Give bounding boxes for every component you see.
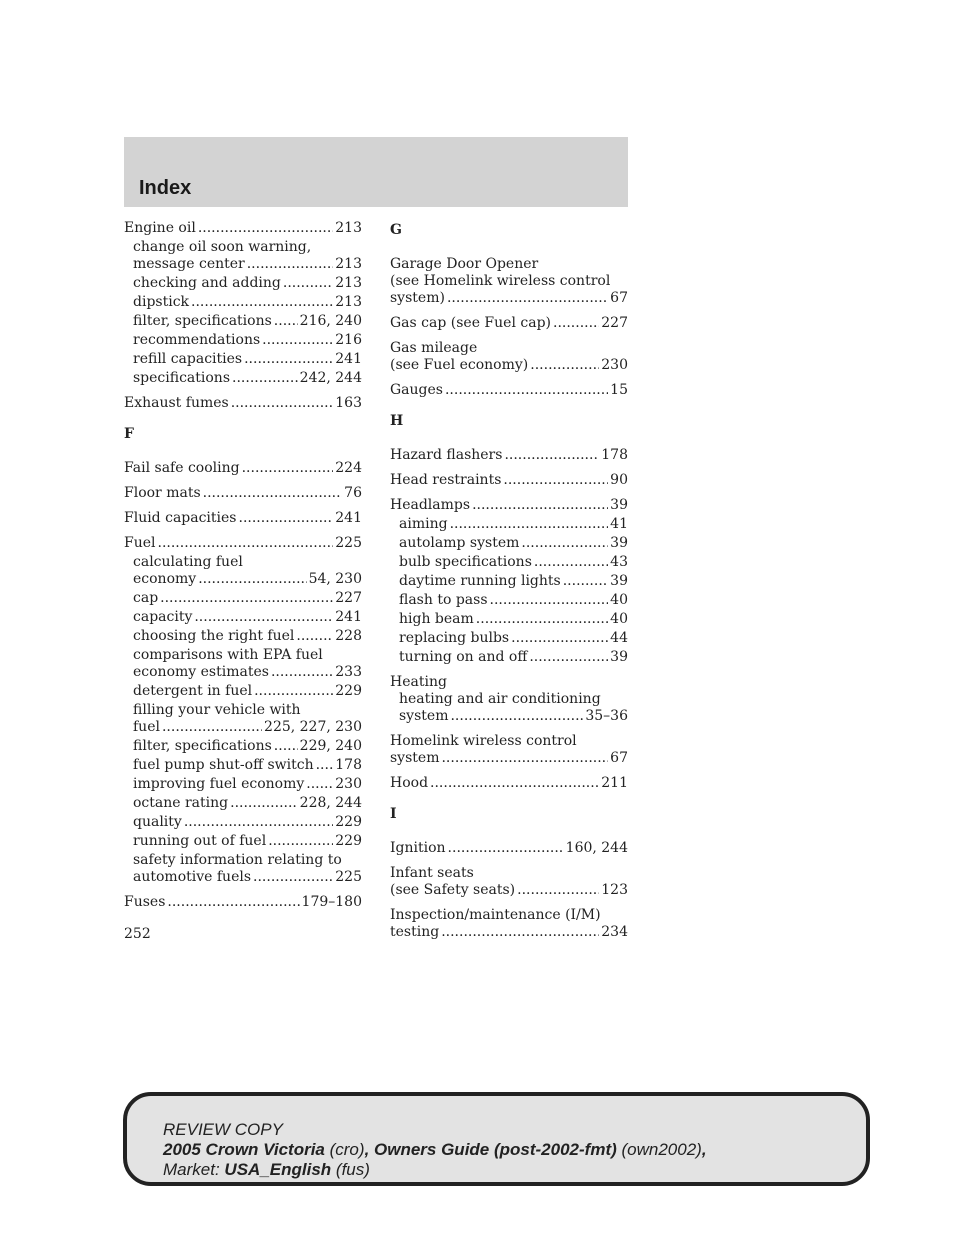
dot-leader — [504, 447, 599, 464]
dot-leader — [268, 833, 333, 850]
dot-leader — [262, 332, 333, 349]
dot-leader — [254, 683, 333, 700]
index-entry-text: Headlamps — [390, 497, 471, 513]
dot-leader — [529, 649, 608, 666]
index-entry — [124, 485, 362, 502]
index-entry-text: turning on and off — [399, 649, 528, 665]
index-entry-text: replacing bulbs — [399, 630, 510, 646]
index-page-ref: 216, 240 — [299, 313, 362, 329]
index-page-ref: 225, 227, 230 — [264, 719, 362, 735]
index-letter-heading: G — [390, 222, 402, 238]
index-page-ref: 160, 244 — [565, 840, 628, 856]
index-entry — [390, 840, 628, 857]
index-entry-text: safety information relating to — [133, 852, 342, 868]
dot-leader — [534, 554, 608, 571]
index-page-ref: 40 — [610, 611, 628, 627]
index-page-ref: 241 — [335, 510, 362, 526]
index-entry-text: Hood — [390, 775, 429, 791]
index-page-ref: 242, 244 — [299, 370, 362, 386]
index-page-ref: 227 — [601, 315, 628, 331]
index-subentry — [124, 571, 362, 588]
index-subentry — [124, 757, 362, 774]
index-column-left — [124, 220, 362, 919]
index-subentry — [124, 664, 362, 681]
index-entry-text: fuel — [133, 719, 160, 735]
dot-leader — [191, 294, 333, 311]
index-entry-line — [390, 865, 628, 882]
index-entry-text: calculating fuel — [133, 554, 243, 570]
index-entry — [390, 357, 628, 374]
index-subentry — [124, 833, 362, 850]
index-page-ref: 227 — [335, 590, 362, 606]
index-entry-text: Fuel — [124, 535, 156, 551]
index-page-ref: 179–180 — [301, 894, 362, 910]
index-subentry — [124, 332, 362, 349]
index-entry-text: dipstick — [133, 294, 190, 310]
index-entry-text: cap — [133, 590, 159, 606]
index-page-ref: 228, 244 — [299, 795, 362, 811]
index-page-ref: 54, 230 — [308, 571, 362, 587]
index-page-ref: 43 — [610, 554, 628, 570]
index-subentry — [390, 649, 628, 666]
dot-leader — [448, 840, 564, 857]
header-band — [124, 137, 628, 207]
index-subentry — [390, 535, 628, 552]
index-entry-line — [390, 733, 628, 750]
index-page-ref: 67 — [610, 750, 628, 766]
dot-leader — [160, 590, 333, 607]
index-page-ref: 90 — [610, 472, 628, 488]
index-subentry — [124, 351, 362, 368]
dot-leader — [198, 220, 333, 237]
index-subentry — [390, 630, 628, 647]
index-subentry — [124, 814, 362, 831]
index-entry-text: Fail safe cooling — [124, 460, 240, 476]
index-page-ref: 230 — [335, 776, 362, 792]
index-entry-text: Fuses — [124, 894, 166, 910]
index-page-ref: 39 — [610, 535, 628, 551]
market-value: USA_English — [224, 1160, 332, 1179]
index-entry-text: Heating — [390, 674, 447, 690]
index-subentry — [124, 590, 362, 607]
index-entry-text: (see Fuel economy) — [390, 357, 529, 373]
index-subentry — [124, 795, 362, 812]
index-entry-text: daytime running lights — [399, 573, 561, 589]
index-page-ref: 234 — [601, 924, 628, 940]
index-subentry — [124, 313, 362, 330]
index-page-ref: 41 — [610, 516, 628, 532]
dot-leader — [244, 351, 333, 368]
dot-leader — [553, 315, 599, 332]
index-subentry — [390, 592, 628, 609]
index-subentry — [124, 609, 362, 626]
index-entry — [390, 472, 628, 489]
index-entry-text: Gas cap (see Fuel cap) — [390, 315, 551, 331]
index-entry-text: checking and adding — [133, 275, 281, 291]
index-entry-text: filter, specifications — [133, 738, 272, 754]
index-page-ref: 39 — [610, 573, 628, 589]
index-entry-text: Gas mileage — [390, 340, 478, 356]
index-page-ref: 39 — [610, 649, 628, 665]
index-subentry — [124, 275, 362, 292]
index-entry — [390, 447, 628, 464]
index-page-ref: 216 — [335, 332, 362, 348]
dot-leader — [232, 370, 298, 387]
index-page-ref: 233 — [335, 664, 362, 680]
index-entry-text: Exhaust fumes — [124, 395, 229, 411]
index-entry-text: Garage Door Opener — [390, 256, 539, 272]
index-page-ref: 211 — [601, 775, 628, 791]
index-subentry — [124, 683, 362, 700]
index-entry — [124, 460, 362, 477]
index-page-ref: 225 — [335, 535, 362, 551]
index-entry — [124, 395, 362, 412]
index-subentry — [124, 869, 362, 886]
dot-leader — [472, 497, 608, 514]
index-entry — [390, 290, 628, 307]
comma: , — [701, 1140, 707, 1159]
index-entry-text: bulb specifications — [399, 554, 532, 570]
index-page-ref: 39 — [610, 497, 628, 513]
index-page-ref: 163 — [335, 395, 362, 411]
dot-leader — [253, 869, 333, 886]
index-entry-text: filter, specifications — [133, 313, 272, 329]
index-entry-text: Hazard flashers — [390, 447, 503, 463]
index-entry-text: running out of fuel — [133, 833, 267, 849]
index-entry-text: choosing the right fuel — [133, 628, 295, 644]
index-entry — [124, 894, 362, 911]
dot-leader — [184, 814, 333, 831]
index-entry-line — [124, 852, 362, 869]
dot-leader — [503, 472, 608, 489]
index-page-ref: 213 — [335, 275, 362, 291]
dot-leader — [283, 275, 333, 292]
index-page-ref: 229, 240 — [299, 738, 362, 754]
index-subentry — [390, 573, 628, 590]
dot-leader — [274, 313, 298, 330]
index-entry-text: quality — [133, 814, 182, 830]
review-copy-text — [163, 1120, 707, 1180]
index-entry-line — [124, 702, 362, 719]
index-entry-text: system — [399, 708, 449, 724]
index-entry-text: specifications — [133, 370, 231, 386]
index-page-ref: 241 — [335, 609, 362, 625]
dot-leader — [430, 775, 599, 792]
index-subentry — [390, 554, 628, 571]
index-page-ref: 213 — [335, 256, 362, 272]
index-entry-line — [390, 907, 628, 924]
index-entry — [124, 510, 362, 527]
index-entry-text: Gauges — [390, 382, 443, 398]
index-entry-line — [390, 691, 628, 708]
dot-leader — [306, 776, 333, 793]
index-entry-text: economy — [133, 571, 197, 587]
dot-leader — [441, 750, 608, 767]
dot-leader — [203, 485, 343, 502]
index-entry — [390, 382, 628, 399]
dot-leader — [517, 882, 599, 899]
dot-leader — [450, 708, 583, 725]
index-page-ref: 213 — [335, 294, 362, 310]
index-entry — [390, 315, 628, 332]
index-page-ref: 35–36 — [585, 708, 628, 724]
index-page-ref: 228 — [335, 628, 362, 644]
index-entry — [390, 924, 628, 941]
index-page-ref: 40 — [610, 592, 628, 608]
index-letter-heading: I — [390, 806, 397, 822]
dot-leader — [247, 256, 334, 273]
index-entry-text: automotive fuels — [133, 869, 252, 885]
dot-leader — [530, 357, 599, 374]
dot-leader — [239, 510, 334, 527]
index-entry-text: system) — [390, 290, 445, 306]
index-entry-text: Inspection/maintenance (I/M) — [390, 907, 601, 923]
index-entry — [390, 750, 628, 767]
index-entry-text: comparisons with EPA fuel — [133, 647, 323, 663]
index-page-ref: 213 — [335, 220, 362, 236]
dot-leader — [296, 628, 333, 645]
index-subentry — [390, 611, 628, 628]
index-page-ref: 178 — [601, 447, 628, 463]
index-subentry — [124, 256, 362, 273]
index-page-ref: 229 — [335, 833, 362, 849]
dot-leader — [198, 571, 306, 588]
index-entry-text: Head restraints — [390, 472, 502, 488]
dot-leader — [447, 290, 608, 307]
index-subentry — [124, 776, 362, 793]
guide-name: , Owners Guide (post-2002-fmt) — [364, 1140, 617, 1159]
index-entry-text: refill capacities — [133, 351, 243, 367]
index-page-ref: 123 — [601, 882, 628, 898]
dot-leader — [490, 592, 609, 609]
index-page-ref: 44 — [610, 630, 628, 646]
index-entry-text: improving fuel economy — [133, 776, 305, 792]
index-entry-line — [390, 256, 628, 273]
dot-leader — [271, 664, 333, 681]
index-entry-line — [124, 554, 362, 571]
index-subentry — [124, 294, 362, 311]
index-entry-text: Ignition — [390, 840, 446, 856]
index-letter-heading: F — [124, 426, 134, 442]
index-entry-text: testing — [390, 924, 440, 940]
index-page-ref: 15 — [610, 382, 628, 398]
index-entry — [390, 497, 628, 514]
dot-leader — [158, 535, 334, 552]
dot-leader — [162, 719, 262, 736]
index-entry-text: message center — [133, 256, 245, 272]
index-page-ref: 76 — [344, 485, 362, 501]
index-entry-text: system — [390, 750, 440, 766]
index-entry-text: heating and air conditioning — [399, 691, 601, 707]
dot-leader — [521, 535, 608, 552]
index-entry-text: (see Safety seats) — [390, 882, 516, 898]
index-entry-line — [124, 239, 362, 256]
dot-leader — [476, 611, 608, 628]
index-entry-text: fuel pump shut-off switch — [133, 757, 314, 773]
dot-leader — [231, 395, 334, 412]
page-title: Index — [139, 177, 192, 199]
index-page-ref: 224 — [335, 460, 362, 476]
index-entry-text: Infant seats — [390, 865, 474, 881]
index-subentry — [124, 628, 362, 645]
dot-leader — [167, 894, 299, 911]
index-page-ref: 178 — [335, 757, 362, 773]
dot-leader — [316, 757, 334, 774]
index-entry-text: Fluid capacities — [124, 510, 237, 526]
index-entry-text: flash to pass — [399, 592, 488, 608]
index-entry-text: octane rating — [133, 795, 229, 811]
index-subentry — [390, 516, 628, 533]
index-entry-text: capacity — [133, 609, 193, 625]
dot-leader — [445, 382, 608, 399]
vehicle-name: 2005 Crown Victoria — [163, 1140, 325, 1159]
index-letter-heading: H — [390, 413, 404, 429]
index-entry-text: aiming — [399, 516, 448, 532]
index-entry-line — [390, 674, 628, 691]
dot-leader — [230, 795, 298, 812]
index-column-right — [390, 220, 628, 949]
review-copy-box — [123, 1092, 870, 1186]
index-entry-text: change oil soon warning, — [133, 239, 312, 255]
review-copy-label: REVIEW COPY — [163, 1120, 283, 1139]
market-code: (fus) — [335, 1160, 370, 1179]
dot-leader — [511, 630, 608, 647]
index-entry-text: autolamp system — [399, 535, 520, 551]
dot-leader — [450, 516, 609, 533]
index-subentry — [124, 370, 362, 387]
index-entry-text: Engine oil — [124, 220, 196, 236]
index-entry-text: Homelink wireless control — [390, 733, 577, 749]
index-entry-text: (see Homelink wireless control — [390, 273, 611, 289]
index-page-ref: 229 — [335, 683, 362, 699]
index-entry-text: recommendations — [133, 332, 261, 348]
index-page-ref: 241 — [335, 351, 362, 367]
index-entry — [124, 535, 362, 552]
index-entry — [390, 882, 628, 899]
market-label: Market: — [163, 1160, 220, 1179]
index-page-ref: 225 — [335, 869, 362, 885]
dot-leader — [194, 609, 333, 626]
vehicle-code: (cro) — [329, 1140, 365, 1159]
index-subentry — [124, 719, 362, 736]
index-subentry — [390, 708, 628, 725]
index-page-ref: 229 — [335, 814, 362, 830]
index-page-ref: 230 — [601, 357, 628, 373]
index-entry-text: filling your vehicle with — [133, 702, 301, 718]
index-entry-text: Floor mats — [124, 485, 201, 501]
index-subentry — [124, 738, 362, 755]
index-entry-text: detergent in fuel — [133, 683, 253, 699]
index-entry-text: economy estimates — [133, 664, 269, 680]
index-entry-text: high beam — [399, 611, 474, 627]
dot-leader — [242, 460, 334, 477]
index-entry — [124, 220, 362, 237]
guide-code: (own2002) — [621, 1140, 702, 1159]
dot-leader — [274, 738, 298, 755]
page-number: 252 — [124, 926, 151, 942]
dot-leader — [441, 924, 599, 941]
index-entry-line — [390, 273, 628, 290]
index-entry — [390, 775, 628, 792]
index-page-ref: 67 — [610, 290, 628, 306]
dot-leader — [563, 573, 608, 590]
index-entry-line — [390, 340, 628, 357]
index-entry-line — [124, 647, 362, 664]
